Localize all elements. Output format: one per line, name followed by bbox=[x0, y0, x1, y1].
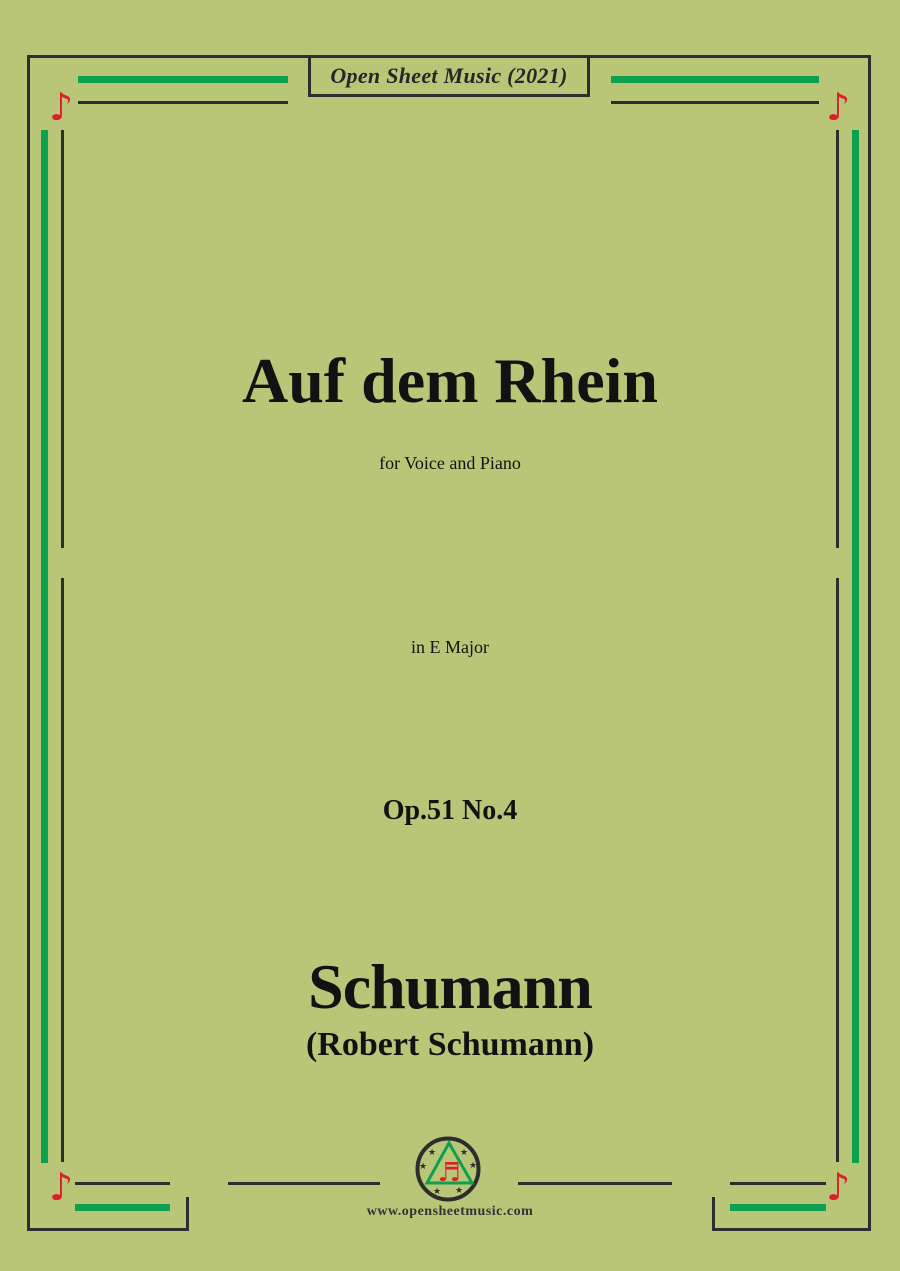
star-icon: ★ bbox=[427, 1148, 437, 1158]
publisher-badge-label: Open Sheet Music (2021) bbox=[330, 63, 568, 88]
star-icon: ★ bbox=[468, 1161, 478, 1171]
star-icon: ★ bbox=[418, 1162, 428, 1172]
key-line: in E Major bbox=[411, 637, 489, 657]
composer-name: Schumann bbox=[308, 951, 592, 1022]
top-left-green-bar bbox=[78, 76, 288, 83]
outer-border-bottom-right-segment bbox=[712, 1228, 871, 1231]
right-rule-lower bbox=[836, 578, 839, 1162]
beamed-notes-icon: ♬ bbox=[437, 1158, 461, 1188]
star-icon: ★ bbox=[459, 1148, 469, 1158]
top-right-green-bar bbox=[611, 76, 819, 83]
instrumentation-line: for Voice and Piano bbox=[379, 453, 521, 473]
star-icon: ★ bbox=[454, 1186, 464, 1196]
composer-full-name: (Robert Schumann) bbox=[305, 1026, 595, 1063]
eighth-note-icon: ♪ bbox=[826, 85, 851, 129]
page-title: Auf dem Rhein bbox=[241, 345, 659, 416]
website-url: www.opensheetmusic.com bbox=[366, 1204, 534, 1219]
outer-border-top-left-segment bbox=[27, 55, 308, 58]
outer-border-bottom-left-segment bbox=[27, 1228, 189, 1231]
outer-border-top-right-segment bbox=[590, 55, 871, 58]
publisher-badge bbox=[308, 55, 590, 97]
left-rule-lower bbox=[61, 578, 64, 1162]
star-icon: ★ bbox=[432, 1187, 442, 1197]
top-right-rule bbox=[611, 101, 819, 104]
bottom-inner-right-rule bbox=[518, 1182, 672, 1185]
left-rule-upper bbox=[61, 130, 64, 548]
opus-line: Op.51 No.4 bbox=[382, 795, 518, 826]
bottom-right-rule bbox=[730, 1182, 826, 1185]
eighth-note-icon: ♪ bbox=[49, 85, 74, 129]
top-left-rule bbox=[78, 101, 288, 104]
bottom-inner-left-rule bbox=[228, 1182, 380, 1185]
eighth-note-icon: ♪ bbox=[826, 1165, 851, 1209]
bottom-left-rule bbox=[75, 1182, 170, 1185]
right-rule-upper bbox=[836, 130, 839, 548]
eighth-note-icon: ♪ bbox=[49, 1165, 74, 1209]
publisher-logo bbox=[413, 1134, 483, 1204]
